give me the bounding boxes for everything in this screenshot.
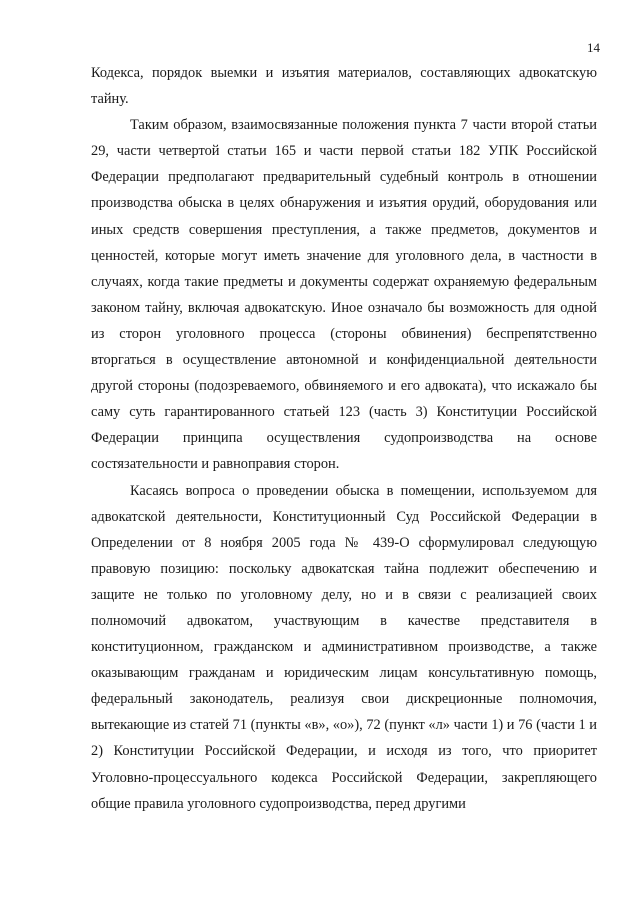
document-body <box>91 60 597 817</box>
paragraph-constitutional-court-position: Касаясь вопроса о проведении обыска в помещении, используемом для адвокатской деятельности, Конституционный Суд Российской Федерации в Определении от 8 ноября 2005 года № 439-О сформулировал следующую правовую позицию: поскольку адвокатская тайна подлежит обеспечению и защите не только по уголовному делу, но и в связи с реализацией своих полномочий адвокатом, участвующим в качестве представителя в конституционном, гражданском и административном производстве, а также оказывающим гражданам и юридическим лицам консультативную помощь, федеральный законодатель, реализуя свои дискреционные полномочия, вытекающие из статей 71 (пункты «в», «о»), 72 (пункт «л» части 1) и 76 (части 1 и 2) Конституции Российской Федерации, и исходя из того, что приоритет Уголовно-процессуального кодекса Российской Федерации, закрепляющего общие правила уголовного судопроизводства, перед другими <box>91 482 597 812</box>
paragraph-search-control: Таким образом, взаимосвязанные положения пункта 7 части второй статьи 29, части четвертой статьи 165 и части первой статьи 182 УПК Российской Федерации предполагают предварительный судебный контроль в отношении производства обыска в целях обнаружения и изъятия орудий, оборудования или иных средств совершения преступления, а также предметов, документов и ценностей, которые могут иметь значение для уголовного дела, в частности в случаях, когда такие предметы и документы содержат охраняемую федеральным законом тайну, включая адвокатскую. Иное означало бы возможность для одной из сторон уголовного процесса (стороны обвинения) беспрепятственно вторгаться в осуществление автономной и конфиденциальной деятельности другой стороны (подозреваемого, обвиняемого и его адвоката), что искажало бы саму суть гарантированного статьей 123 (часть 3) Конституции Российской Федерации принципа осуществления судопроизводства на основе состязательности и равноправия сторон. <box>91 117 597 473</box>
paragraph-continuation: Кодекса, порядок выемки и изъятия материалов, составляющих адвокатскую тайну. <box>91 65 597 108</box>
page-number: 14 <box>587 40 600 55</box>
